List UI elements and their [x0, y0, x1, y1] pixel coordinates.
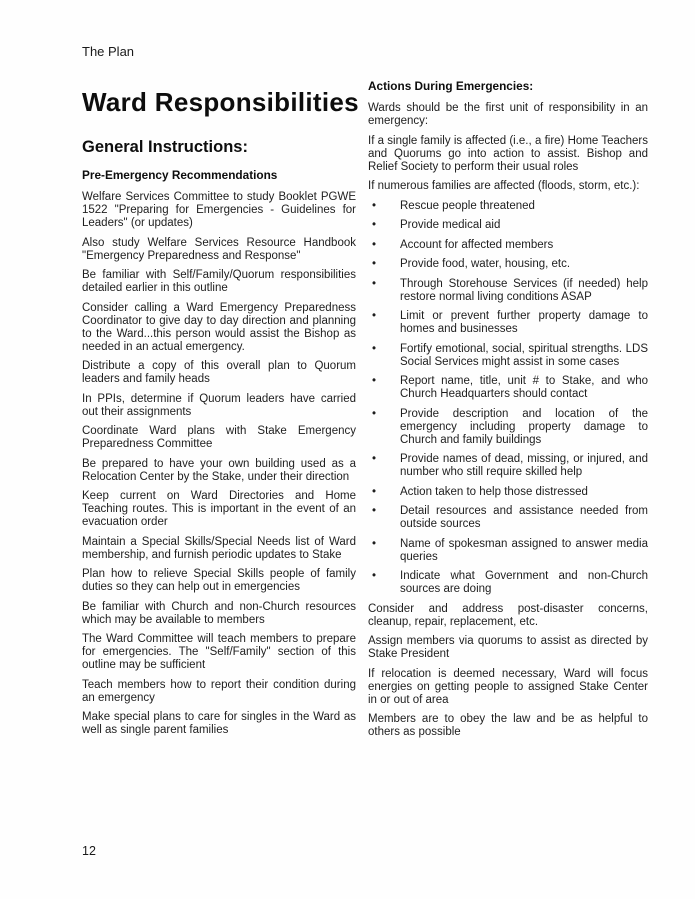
bullet-icon: • — [372, 277, 377, 290]
paragraph: If a single family is affected (i.e., a fire) Home Teachers and Quorums go into action to assist. Bishop and Relief Society to perform their usual roles — [368, 134, 648, 173]
paragraph: In PPIs, determine if Quorum leaders have carried out their assignments — [82, 392, 356, 418]
paragraph: If relocation is deemed necessary, Ward will focus energies on getting people to assigned Stake Center in or out of area — [368, 667, 648, 706]
paragraph: The Ward Committee will teach members to prepare for emergencies. The "Self/Family" section of this outline may be sufficient — [82, 633, 356, 671]
bullet-text: Provide description and location of the emergency including property damage to Church and family buildings — [400, 407, 648, 446]
paragraph: Keep current on Ward Directories and Home Teaching routes. This is important in the event of an evacuation order — [82, 490, 356, 528]
bullet-item — [368, 538, 648, 564]
bullet-item — [368, 408, 648, 447]
bullet-item — [368, 343, 648, 369]
bullet-item — [368, 239, 648, 252]
page-title: Ward Responsibilities — [82, 87, 359, 117]
bullet-item — [368, 453, 648, 479]
paragraph: Consider calling a Ward Emergency Preparedness Coordinator to give day to day direction and planning to the Ward...this person would assist the Bishop as needed in an actual emergency. — [82, 301, 356, 353]
paragraph: If numerous families are affected (floods, storm, etc.): — [368, 180, 640, 192]
paragraph: Also study Welfare Services Resource Handbook "Emergency Preparedness and Response" — [82, 236, 356, 262]
paragraph: Distribute a copy of this overall plan to Quorum leaders and family heads — [82, 360, 356, 385]
bullet-text: Provide names of dead, missing, or injured, and number who still require skilled help — [400, 453, 648, 478]
bullet-icon: • — [372, 342, 377, 355]
bullet-text: Action taken to help those distressed — [400, 485, 588, 498]
bullet-icon: • — [372, 219, 377, 231]
bullet-icon: • — [372, 238, 377, 251]
bullet-text: Through Storehouse Services (if needed) help restore normal living conditions ASAP — [400, 277, 648, 303]
bullet-icon: • — [372, 199, 377, 212]
bullet-text: Report name, title, unit # to Stake, and who Church Headquarters should contact — [400, 375, 648, 400]
bullet-item — [368, 486, 648, 499]
bullet-text: Detail resources and assistance needed from outside sources — [400, 505, 648, 530]
paragraph: Teach members how to report their condition during an emergency — [82, 678, 356, 704]
bullet-text: Name of spokesman assigned to answer media queries — [400, 537, 648, 563]
pre-emergency-heading: Pre-Emergency Recommendations — [82, 168, 278, 182]
bullet-icon: • — [372, 505, 377, 517]
paragraph: Consider and address post-disaster concerns, cleanup, repair, replacement, etc. — [368, 602, 648, 628]
running-header: The Plan — [82, 44, 135, 59]
bullet-icon: • — [372, 537, 377, 550]
bullet-icon: • — [372, 375, 377, 387]
bullet-text: Limit or prevent further property damage to homes and businesses — [400, 310, 648, 335]
paragraph: Assign members via quorums to assist as directed by Stake President — [368, 635, 648, 660]
paragraph: Maintain a Special Skills/Special Needs list of Ward membership, and furnish periodic updates to Stake — [82, 535, 356, 561]
bullet-text: Fortify emotional, social, spiritual strengths. LDS Social Services might assist in some cases — [400, 342, 648, 368]
paragraph: Be prepared to have your own building used as a Relocation Center by the Stake, under their direction — [82, 457, 356, 483]
bullet-item — [368, 570, 648, 596]
paragraph: Be familiar with Self/Family/Quorum responsibilities detailed earlier in this outline — [82, 269, 356, 294]
bullet-icon: • — [372, 453, 377, 465]
bullet-text: Account for affected members — [400, 238, 554, 251]
bullet-text: Rescue people threatened — [400, 199, 535, 212]
bullet-icon: • — [372, 485, 377, 498]
paragraph: Make special plans to care for singles in the Ward as well as single parent families — [82, 711, 356, 736]
actions-during-emergencies-heading: Actions During Emergencies: — [368, 79, 534, 93]
bullet-item — [368, 200, 648, 213]
bullet-text: Provide medical aid — [400, 219, 501, 231]
bullet-text: Provide food, water, housing, etc. — [400, 258, 571, 270]
paragraph: Coordinate Ward plans with Stake Emergency Preparedness Committee — [82, 425, 356, 450]
paragraph: Plan how to relieve Special Skills people of family duties so they can help out in emergencies — [82, 568, 356, 593]
bullet-item — [368, 310, 648, 336]
bullet-icon: • — [372, 258, 377, 270]
page-number: 12 — [82, 844, 96, 858]
bullet-icon: • — [372, 310, 377, 322]
bullet-icon: • — [372, 570, 377, 582]
general-instructions-heading: General Instructions: — [82, 138, 248, 156]
paragraph: Wards should be the first unit of responsibility in an emergency: — [368, 102, 648, 127]
bullet-item — [368, 505, 648, 531]
paragraph: Members are to obey the law and be as helpful to others as possible — [368, 713, 648, 738]
bullet-item — [368, 258, 648, 271]
left-column — [82, 87, 359, 744]
bullet-text: Indicate what Government and non-Church sources are doing — [400, 570, 648, 595]
right-column — [368, 80, 648, 746]
paragraph: Welfare Services Committee to study Booklet PGWE 1522 "Preparing for Emergencies - Guidelines for Leaders" (or updates) — [82, 191, 356, 229]
paragraph: Be familiar with Church and non-Church resources which may be available to members — [82, 600, 356, 626]
bullet-item — [368, 278, 648, 304]
actions-bullet-list — [368, 200, 648, 597]
bullet-icon: • — [372, 407, 377, 420]
bullet-item — [368, 219, 648, 232]
bullet-item — [368, 375, 648, 401]
